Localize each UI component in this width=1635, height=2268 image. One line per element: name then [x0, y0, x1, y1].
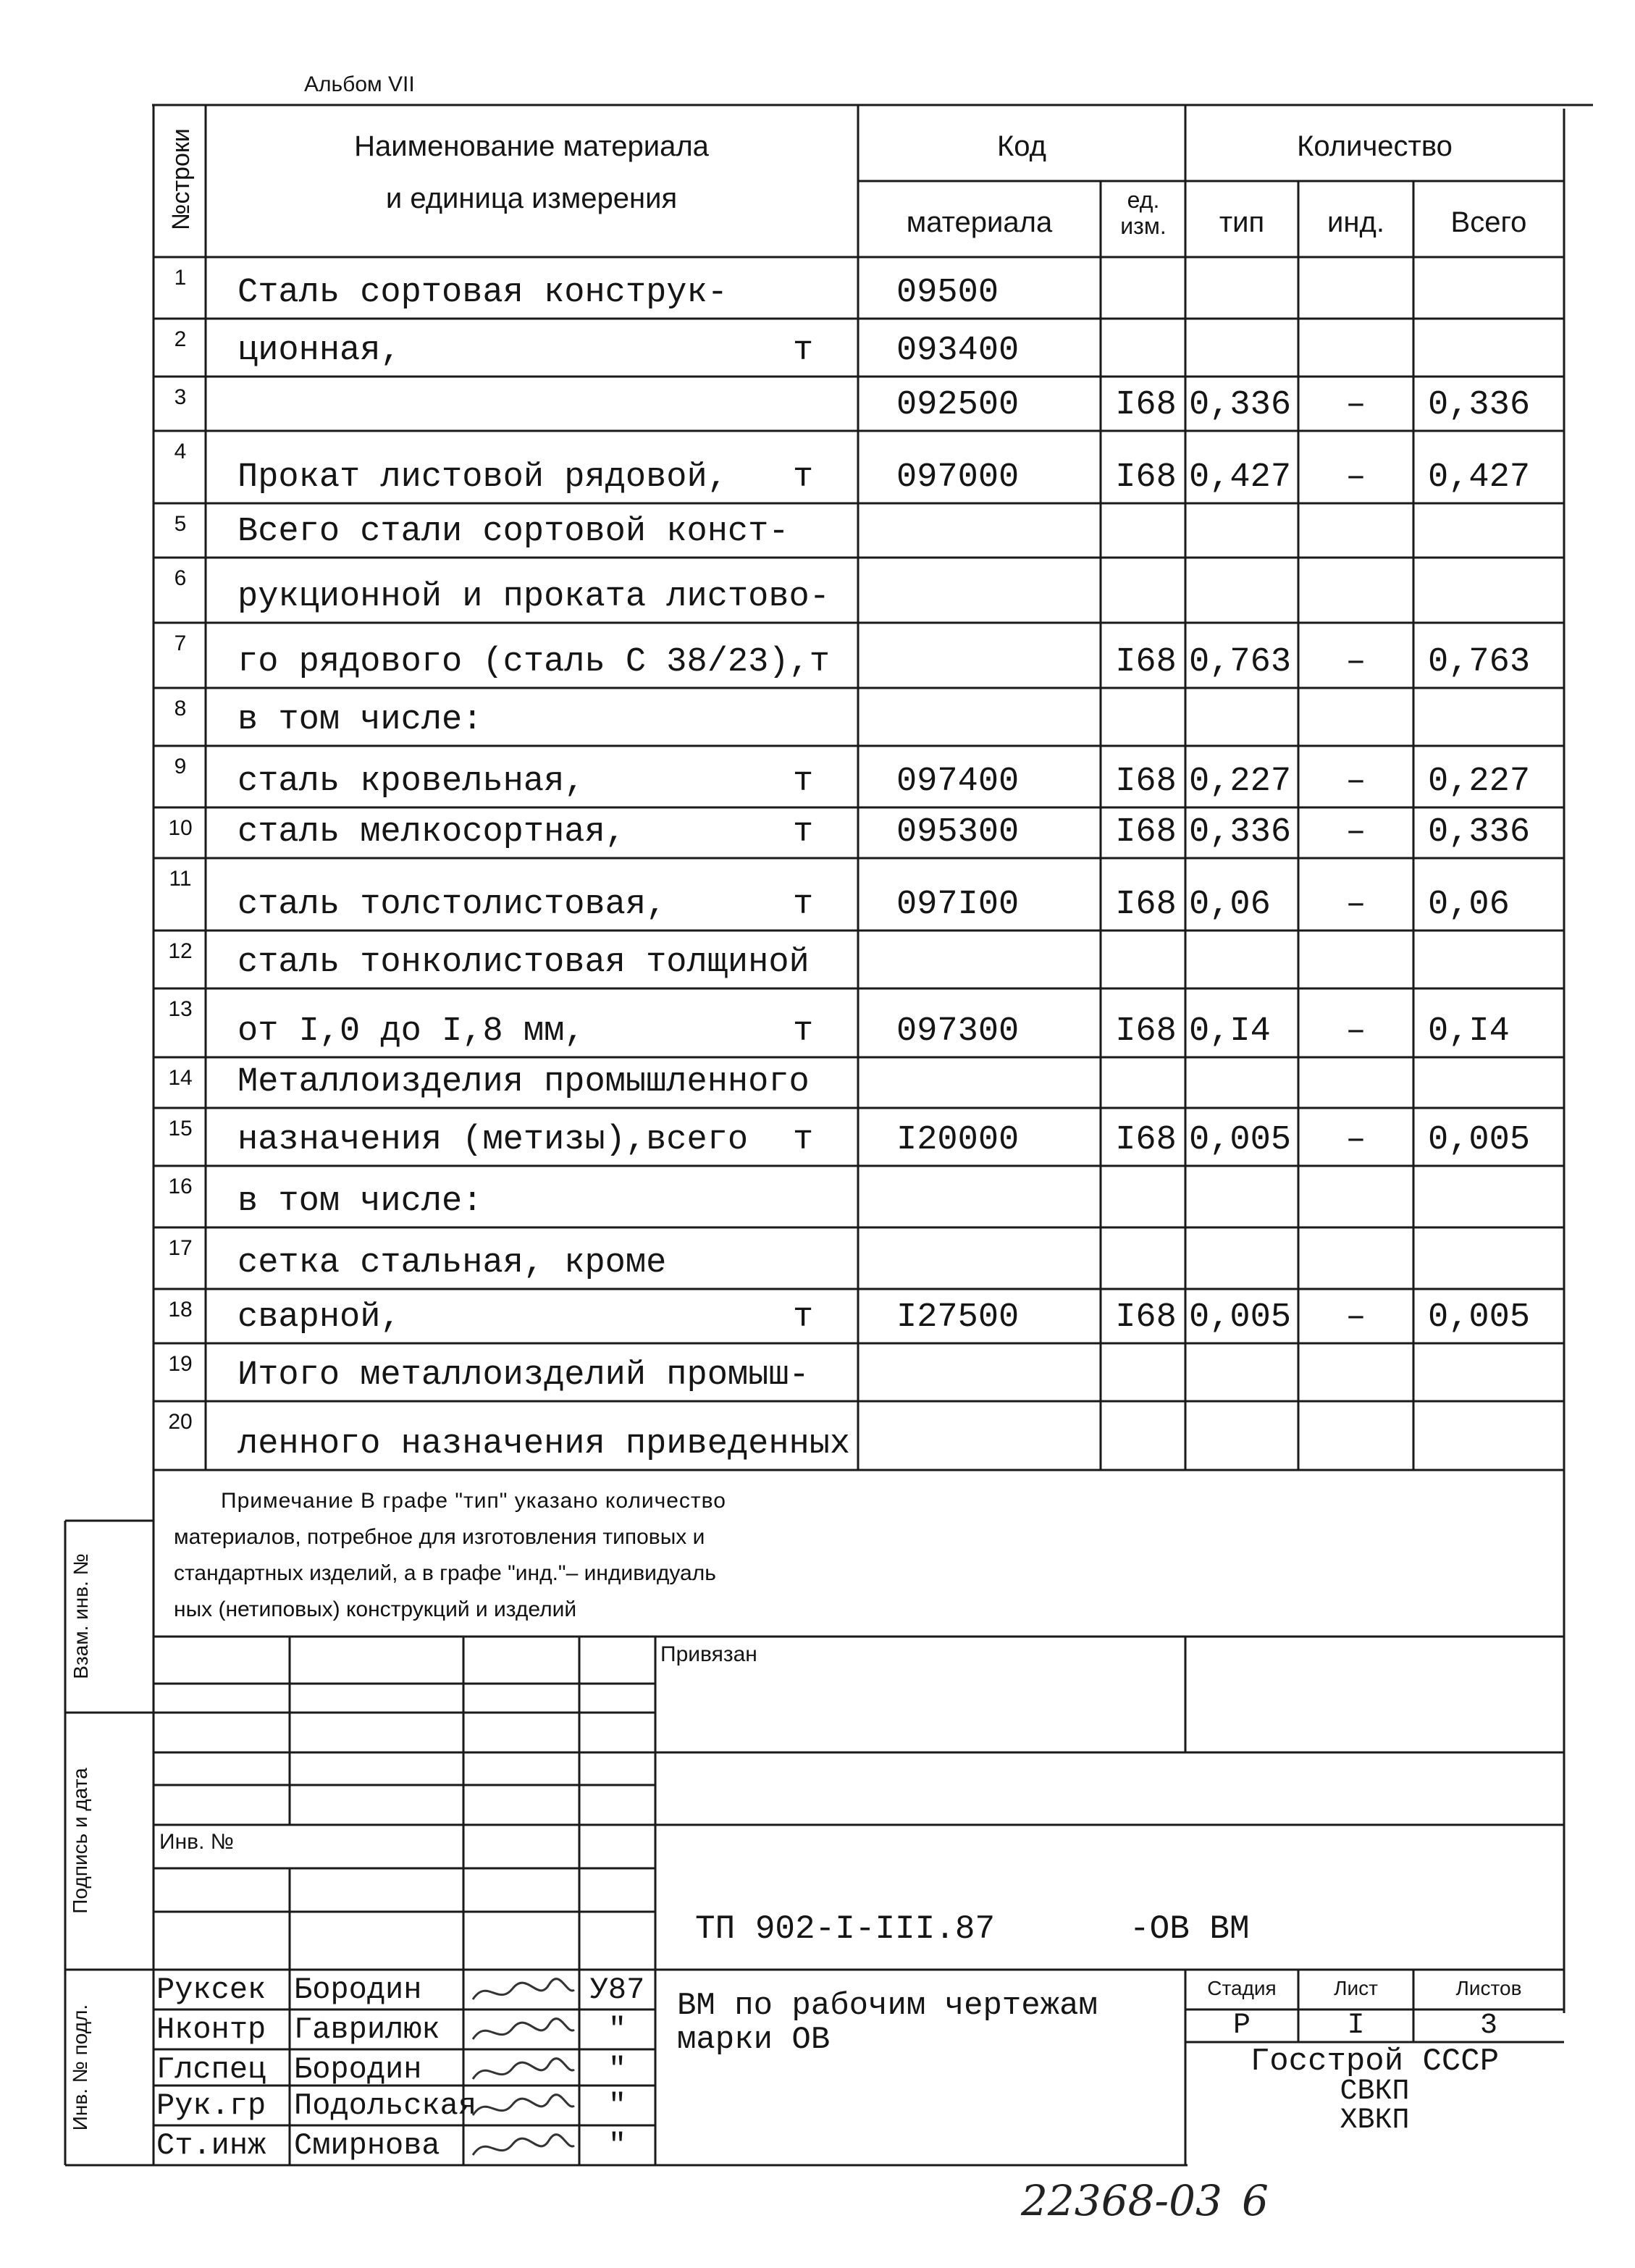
signer-name: Бородин: [294, 2052, 422, 2087]
row-name: го рядового (сталь С 38/23),т: [238, 643, 830, 681]
row-unit: I68: [1115, 763, 1177, 801]
row-name: Прокат листовой рядовой,: [238, 458, 728, 497]
row-number: 20: [168, 1410, 193, 1434]
row-number: 12: [168, 939, 193, 963]
signer-role: Ст.инж: [156, 2128, 266, 2163]
row-number: 10: [168, 816, 193, 840]
row-code: 095300: [896, 813, 1020, 852]
row-name: сварной,: [238, 1298, 401, 1337]
row-unit-t: т: [793, 458, 814, 497]
row-name: сталь кровельная,: [238, 763, 585, 801]
row-total: 0,763: [1428, 643, 1531, 681]
signature-scribble: [469, 2090, 578, 2126]
row-type: 0,763: [1189, 643, 1292, 681]
row-type: 0,005: [1189, 1121, 1292, 1159]
footer-number: 22368-03: [1021, 2176, 1222, 2225]
row-number: 3: [174, 385, 187, 409]
stamp-inv-no: Инв. №: [159, 1830, 234, 1854]
stamp-sheet-header: Лист: [1334, 1977, 1378, 1999]
row-number: 2: [174, 327, 187, 351]
row-name: сталь мелкосортная,: [238, 813, 626, 852]
row-total: 0,427: [1428, 458, 1531, 497]
row-name: от I,0 до I,8 мм,: [238, 1012, 585, 1051]
header-material: материала: [906, 206, 1053, 238]
row-unit-t: т: [793, 763, 814, 801]
row-ind: –: [1345, 1012, 1366, 1051]
signer-name: Подольская: [294, 2088, 477, 2123]
row-code: I20000: [896, 1121, 1020, 1159]
row-code: 092500: [896, 386, 1020, 424]
header-code: Код: [996, 130, 1046, 162]
row-type: 0,227: [1189, 763, 1292, 801]
header-unit: ед. изм.: [1120, 187, 1167, 239]
side-label-vzam: Взам. инв. №: [70, 1553, 92, 1679]
signature-scribble: [469, 2054, 578, 2090]
row-unit-t: т: [793, 1012, 814, 1051]
row-name: Сталь сортовая конструк-: [238, 274, 728, 312]
stamp-title-line2: марки ОВ: [677, 2022, 831, 2058]
row-number: 1: [174, 266, 187, 290]
signer-role: Глспец: [156, 2052, 266, 2087]
row-number: 8: [174, 697, 187, 721]
row-code: 097I00: [896, 886, 1020, 924]
signature-scribble: [469, 1974, 578, 2010]
signer-name: Бородин: [294, 1973, 422, 2007]
note-line-1: Примечание В графе "тип" указано количество: [221, 1489, 726, 1513]
signature-scribble: [469, 2014, 578, 2050]
signer-name: Смирнова: [294, 2128, 440, 2163]
row-name: ционная,: [238, 332, 401, 370]
row-type: 0,336: [1189, 813, 1292, 852]
album-header: Альбом VII: [304, 72, 415, 96]
row-code: 097300: [896, 1012, 1020, 1051]
row-unit: I68: [1115, 1012, 1177, 1051]
row-name: назначения (метизы),всего: [238, 1121, 749, 1159]
side-label-inv-podl: Инв. № подл.: [69, 2004, 91, 2131]
row-ind: –: [1345, 458, 1366, 497]
row-total: 0,005: [1428, 1298, 1531, 1337]
signer-role: Руксек: [156, 1973, 266, 2007]
signature-scribble: [469, 2130, 578, 2166]
note-line-2: материалов, потребное для изготовления типовых и: [174, 1525, 705, 1549]
row-unit: I68: [1115, 1121, 1177, 1159]
stamp-doc-mark: -ОВ ВМ: [1130, 1910, 1250, 1948]
row-ind: –: [1345, 643, 1366, 681]
row-ind: –: [1345, 813, 1366, 852]
row-name: Итого металлоизделий промыш-: [238, 1356, 810, 1395]
row-code: 097000: [896, 458, 1020, 497]
row-name: Всего стали сортовой конст-: [238, 513, 789, 551]
row-total: 0,005: [1428, 1121, 1531, 1159]
stamp-privyazan: Привязан: [660, 1642, 757, 1666]
row-ind: –: [1345, 386, 1366, 424]
row-unit: I68: [1115, 886, 1177, 924]
header-type: тип: [1219, 206, 1265, 238]
row-number: 5: [174, 512, 187, 536]
side-label-podpis: Подпись и дата: [69, 1768, 91, 1914]
signer-role: Рук.гр: [156, 2088, 266, 2123]
row-type: 0,I4: [1189, 1012, 1271, 1051]
row-type: 0,005: [1189, 1298, 1292, 1337]
signer-name: Гаврилюк: [294, 2012, 440, 2047]
note-line-3: стандартных изделий, а в графе "инд."– индивидуаль: [174, 1561, 716, 1585]
row-number: 9: [174, 755, 187, 778]
row-ind: –: [1345, 886, 1366, 924]
signer-role: Нконтр: [156, 2012, 266, 2047]
row-name: сталь тонколистовая толщиной: [238, 944, 810, 982]
row-type: 0,06: [1189, 886, 1271, 924]
stamp-org3: ХВКП: [1340, 2104, 1410, 2137]
row-name: Металлоизделия промышленного: [238, 1063, 810, 1101]
signer-date: ": [608, 2012, 627, 2047]
footer-page: 6: [1242, 2176, 1269, 2225]
stamp-title-line1: ВМ по рабочим чертежам: [677, 1988, 1098, 2024]
row-unit-t: т: [793, 332, 814, 370]
row-name: ленного назначения приведенных: [238, 1425, 851, 1463]
stamp-sheets-header: Листов: [1455, 1977, 1522, 1999]
row-name: сталь толстолистовая,: [238, 886, 667, 924]
row-number: 17: [168, 1236, 193, 1260]
header-row-number: №строки: [167, 128, 195, 230]
row-unit-t: т: [793, 1298, 814, 1337]
row-ind: –: [1345, 1298, 1366, 1337]
header-individual: инд.: [1327, 206, 1384, 238]
header-name-line2: и единица измерения: [385, 182, 678, 214]
row-unit-t: т: [793, 886, 814, 924]
row-number: 6: [174, 566, 187, 590]
signer-date: ": [608, 2128, 627, 2163]
row-name: рукционной и проката листово-: [238, 578, 830, 616]
header-quantity: Количество: [1297, 130, 1453, 162]
row-number: 11: [169, 867, 192, 891]
stamp-stage: Р: [1232, 2009, 1251, 2042]
row-number: 7: [174, 631, 187, 655]
row-code: 097400: [896, 763, 1020, 801]
row-unit: I68: [1115, 458, 1177, 497]
row-total: 0,336: [1428, 813, 1531, 852]
row-number: 19: [168, 1352, 193, 1376]
header-total: Всего: [1450, 206, 1527, 238]
row-number: 16: [168, 1175, 193, 1198]
row-unit: I68: [1115, 386, 1177, 424]
row-code: I27500: [896, 1298, 1020, 1337]
stamp-org1: Госстрой СССР: [1250, 2044, 1500, 2080]
row-unit: I68: [1115, 643, 1177, 681]
row-number: 15: [168, 1117, 193, 1141]
stamp-sheets: 3: [1479, 2009, 1497, 2042]
header-name-line1: Наименование материала: [354, 130, 709, 162]
row-unit: I68: [1115, 813, 1177, 852]
row-number: 13: [168, 997, 193, 1021]
row-code: 09500: [896, 274, 999, 312]
row-type: 0,336: [1189, 386, 1292, 424]
row-type: 0,427: [1189, 458, 1292, 497]
row-total: 0,06: [1428, 886, 1510, 924]
row-total: 0,I4: [1428, 1012, 1510, 1051]
stamp-stage-header: Стадия: [1207, 1977, 1277, 1999]
note-line-4: ных (нетиповых) конструкций и изделий: [174, 1597, 577, 1621]
row-name: в том числе:: [238, 1183, 483, 1221]
stamp-doc-code: ТП 902-I-III.87: [695, 1910, 996, 1948]
row-code: 093400: [896, 332, 1020, 370]
row-name: сетка стальная, кроме: [238, 1244, 667, 1282]
row-name: в том числе:: [238, 701, 483, 739]
row-unit-t: т: [793, 813, 814, 852]
stamp-sheet: I: [1347, 2009, 1365, 2042]
signer-date: У87: [589, 1973, 645, 2007]
row-unit: I68: [1115, 1298, 1177, 1337]
row-ind: –: [1345, 763, 1366, 801]
row-number: 18: [168, 1298, 193, 1322]
row-ind: –: [1345, 1121, 1366, 1159]
signer-date: ": [608, 2052, 627, 2087]
row-unit-t: т: [793, 1121, 814, 1159]
signer-date: ": [608, 2088, 627, 2123]
stamp-org2: СВКП: [1340, 2075, 1410, 2108]
row-total: 0,227: [1428, 763, 1531, 801]
row-number: 4: [174, 440, 187, 463]
row-total: 0,336: [1428, 386, 1531, 424]
row-number: 14: [168, 1066, 193, 1090]
